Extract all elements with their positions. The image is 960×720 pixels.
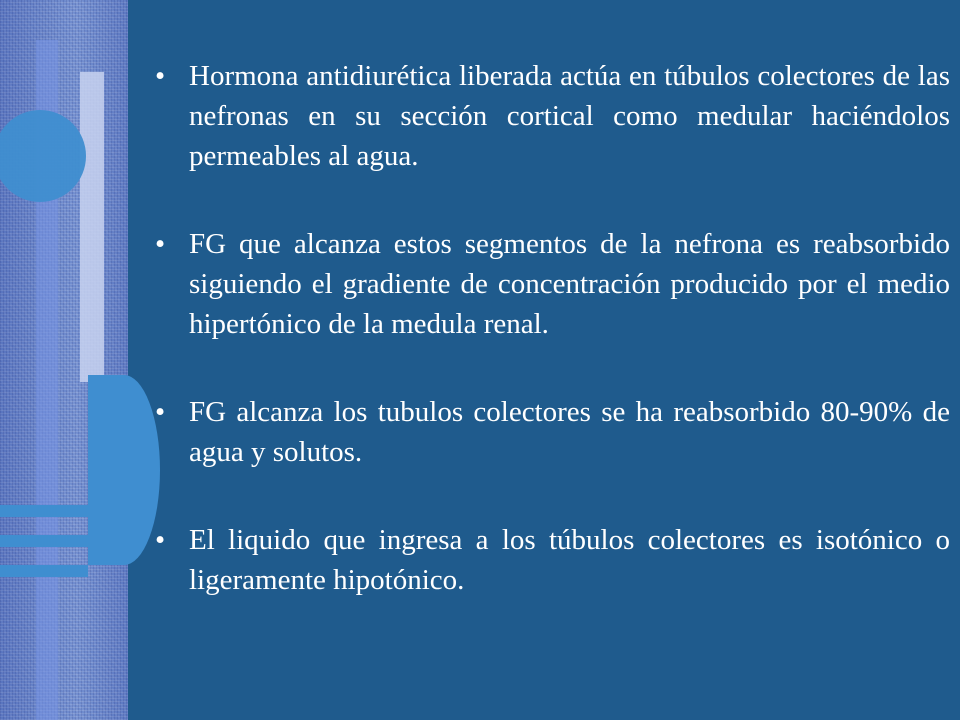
decorative-stripe [0, 505, 88, 517]
bullet-item [155, 224, 950, 344]
decorative-band [0, 0, 128, 720]
decorative-stripe [0, 565, 88, 577]
decorative-arc [88, 375, 160, 565]
bullet-dot-icon: • [155, 396, 166, 428]
bullet-dot-icon: • [155, 228, 166, 260]
bullet-text: El liquido que ingresa a los túbulos colectores es isotónico o ligeramente hipotónico. [189, 524, 950, 596]
bullet-item [155, 56, 950, 176]
decorative-stripe [0, 535, 88, 547]
bullet-item [155, 520, 950, 600]
bullet-list [155, 56, 950, 600]
bullet-dot-icon: • [155, 60, 166, 92]
bullet-dot-icon: • [155, 524, 166, 556]
bullet-text: FG alcanza los tubulos colectores se ha reabsorbido 80-90% de agua y solutos. [189, 396, 950, 468]
decorative-light-bar [80, 72, 104, 382]
bullet-item [155, 392, 950, 472]
bullet-text: Hormona antidiurética liberada actúa en túbulos colectores de las nefronas en su sección cortical como medular haciéndolos permeables al agua. [189, 60, 950, 172]
band-shade [0, 0, 128, 720]
bullet-text: FG que alcanza estos segmentos de la nefrona es reabsorbido siguiendo el gradiente de concentración producido por el medio hipertónico de la medula renal. [189, 228, 950, 340]
